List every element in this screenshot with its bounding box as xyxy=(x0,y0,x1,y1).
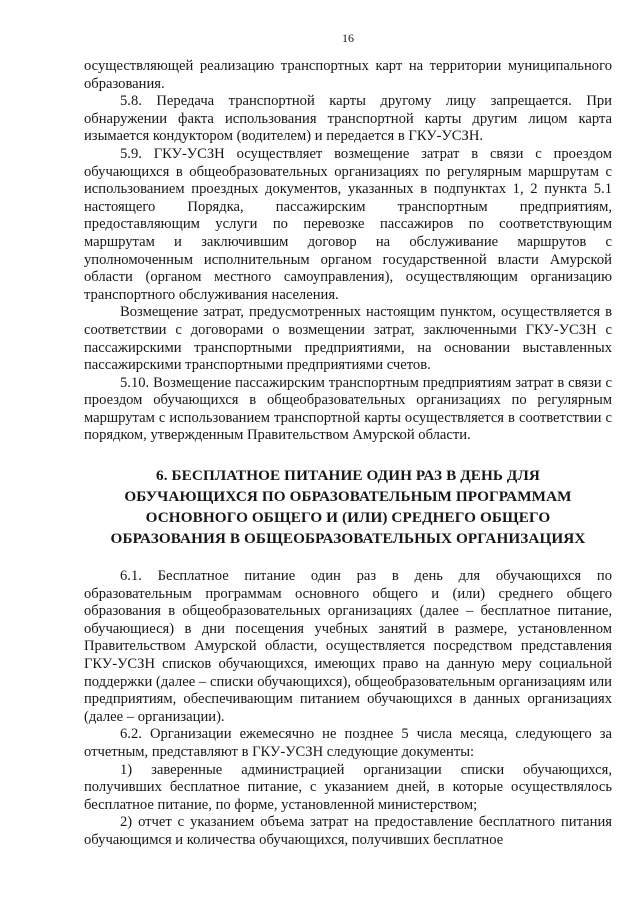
section-6-heading-line: ОБУЧАЮЩИХСЯ ПО ОБРАЗОВАТЕЛЬНЫМ ПРОГРАММАМ xyxy=(124,488,572,506)
paragraph-6-1: 6.1. Бесплатное питание один раз в день для обучающихся по образовательным программам основного общего и (или) среднего общего образования в общеобразовательных организациях (далее – бесплатное питание, обучающиеся) в дни посещения учебных занятий в размере, установленном Правительством Амурской области, осуществляется посредством представления ГКУ-УСЗН списков обучающихся, имеющих право на данную меру социальной поддержки (далее – списки обучающихся), общеобразовательным организациям или предприятиям, обеспечивающим питанием обучающихся в данных организациях (далее – организации). xyxy=(84,568,612,725)
section-6-heading xyxy=(84,465,612,549)
paragraph-5-10: 5.10. Возмещение пассажирским транспортным предприятиям затрат в связи с проездом обучающихся в общеобразовательных организациях по регулярным маршрутам с использованием транспортной карты осуществляется в соответствии с порядком, утвержденным Правительством Амурской области. xyxy=(84,374,612,444)
section-6-heading-line: 6. БЕСПЛАТНОЕ ПИТАНИЕ ОДИН РАЗ В ДЕНЬ ДЛЯ xyxy=(156,467,540,485)
paragraph-5-9: 5.9. ГКУ-УСЗН осуществляет возмещение затрат в связи с проездом обучающихся в общеобразовательных организациях по регулярным маршрутам с использованием проездных документов, указанных в подпунктах 1, 2 пункта 5.1 настоящего Порядка, пассажирским транспортным предприятиям, предоставляющим услуги по перевозке пассажиров по соответствующим маршрутам и заключившим договор на обслуживание маршрутов с уполномоченным исполнительным органом государственной власти Амурской области (органом местного самоуправления), осуществляющим организацию транспортного обслуживания населения. xyxy=(84,145,612,303)
page-number: 16 xyxy=(342,31,354,45)
section-6-heading-line: ОБРАЗОВАНИЯ В ОБЩЕОБРАЗОВАТЕЛЬНЫХ ОРГАНИЗАЦИЯХ xyxy=(110,530,586,548)
document-page xyxy=(84,30,612,850)
paragraph-6-2: 6.2. Организации ежемесячно не позднее 5 числа месяца, следующего за отчетным, представляют в ГКУ-УСЗН следующие документы: xyxy=(84,726,612,760)
paragraph-5-8: 5.8. Передача транспортной карты другому лицу запрещается. При обнаружении факта использования транспортной карты другим лицом карта изымается кондуктором (водителем) и передается в ГКУ-УСЗН. xyxy=(84,93,612,145)
list-item-6-2-1: 1) заверенные администрацией организации списки обучающихся, получивших бесплатное питание, с указанием дней, в которые осуществлялось бесплатное питание, по форме, установленной министерством; xyxy=(84,761,612,813)
paragraph-5-9-reimbursement: Возмещение затрат, предусмотренных настоящим пунктом, осуществляется в соответствии с договорами о возмещении затрат, заключенными ГКУ-УСЗН с пассажирскими транспортными предприятиями, на основании выставленных пассажирскими транспортными предприятиями счетов. xyxy=(84,304,612,374)
section-6-heading-line: ОСНОВНОГО ОБЩЕГО И (ИЛИ) СРЕДНЕГО ОБЩЕГО xyxy=(145,509,551,527)
list-item-6-2-2: 2) отчет с указанием объема затрат на предоставление бесплатного питания обучающимся и количества обучающихся, получивших бесплатное xyxy=(84,814,612,848)
paragraph-5-7-continuation: осуществляющей реализацию транспортных карт на территории муниципального образования. xyxy=(84,58,612,92)
